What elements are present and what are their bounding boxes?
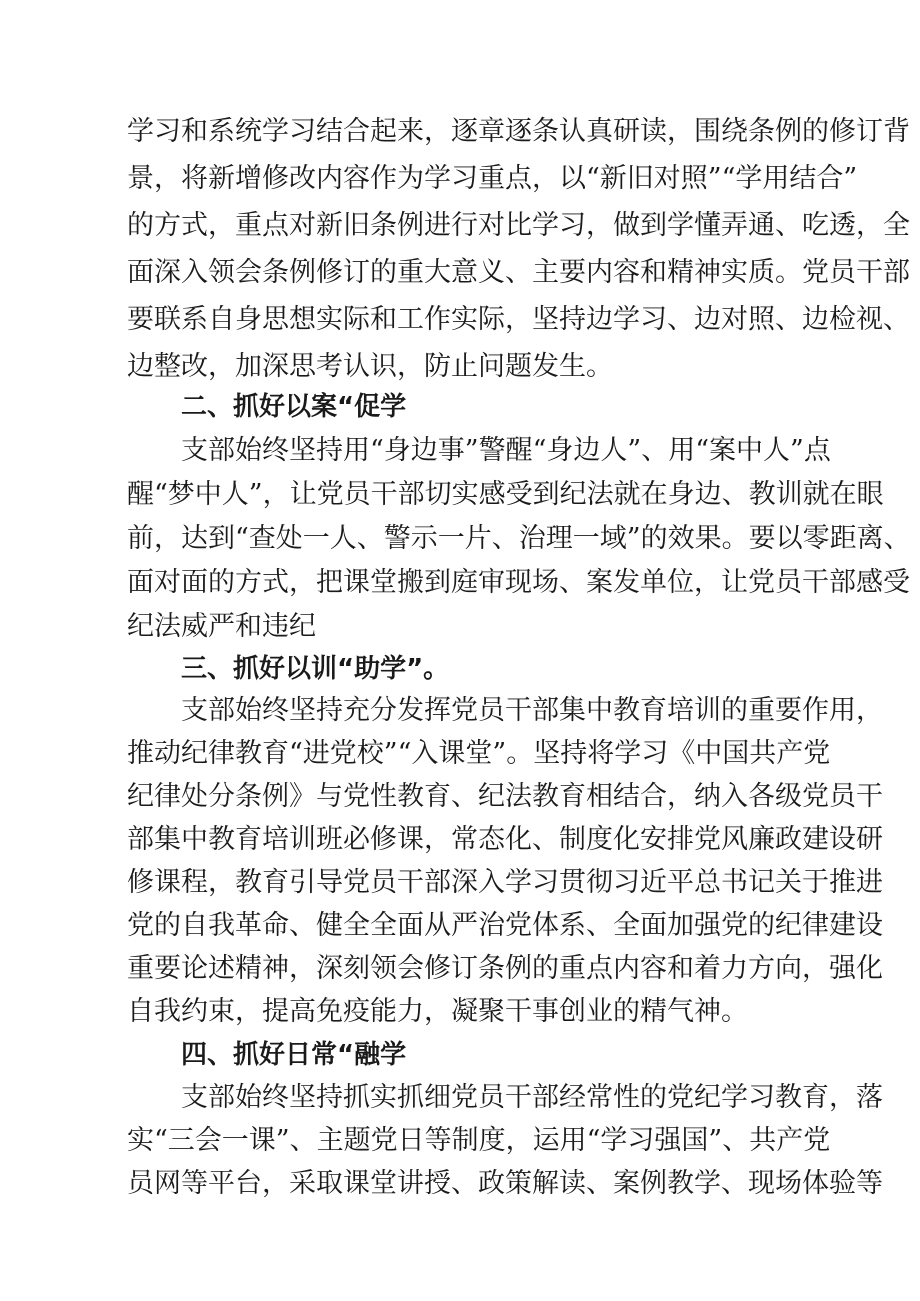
paragraph-line: 支部始终坚持充分发挥党员干部集中教育培训的重要作用， [181, 695, 883, 726]
paragraph-line: 员网等平台，采取课堂讲授、政策解读、案例教学、现场体验等 [127, 1168, 883, 1199]
paragraph-line: 支部始终坚持用“身边事”警醒“身边人”、用“案中人”点 [181, 435, 831, 466]
paragraph-line: 前，达到“查处一人、警示一片、治理一域”的效果。要以零距离、 [127, 523, 911, 554]
paragraph-line: 面对面的方式，把课堂搬到庭审现场、案发单位，让党员干部感受 [127, 567, 910, 598]
paragraph-line: 自我约束，提高免疫能力，凝聚干事创业的精气神。 [127, 996, 748, 1027]
section-heading-4: 四、抓好日常“融学 [181, 1040, 407, 1070]
paragraph-line: 实“三会一课”、主题党日等制度，运用“学习强国”、共产党 [127, 1125, 831, 1156]
paragraph-line: 修课程，教育引导党员干部深入学习贯彻习近平总书记关于推进 [127, 867, 883, 898]
paragraph-line: 边整改，加深思考认识，防止问题发生。 [127, 351, 613, 382]
paragraph-line: 学习和系统学习结合起来，逐章逐条认真研读，围绕条例的修订背 [127, 116, 910, 147]
section-heading-3: 三、抓好以训“助学”。 [181, 654, 450, 684]
paragraph-line: 醒“梦中人”，让党员干部切实感受到纪法就在身边、教训就在眼 [127, 479, 884, 510]
paragraph-line: 要联系自身思想实际和工作实际，坚持边学习、边对照、边检视、 [127, 304, 910, 335]
section-heading-2: 二、抓好以案“促学 [181, 392, 407, 422]
paragraph-line: 面深入领会条例修订的重大意义、主要内容和精神实质。党员干部 [127, 257, 910, 288]
paragraph-line: 部集中教育培训班必修课，常态化、制度化安排党风廉政建设研 [127, 824, 883, 855]
paragraph-line: 党的自我革命、健全全面从严治党体系、全面加强党的纪律建设 [127, 910, 883, 941]
paragraph-line: 纪法威严和违纪 [127, 611, 316, 642]
paragraph-line: 的方式，重点对新旧条例进行对比学习，做到学懂弄通、吃透，全 [127, 210, 910, 241]
paragraph-line: 景，将新增修改内容作为学习重点，以“新旧对照”“学用结合” [127, 163, 858, 194]
paragraph-line: 重要论述精神，深刻领会修订条例的重点内容和着力方向，强化 [127, 953, 883, 984]
paragraph-line: 纪律处分条例》与党性教育、纪法教育相结合，纳入各级党员干 [127, 781, 883, 812]
paragraph-line: 支部始终坚持抓实抓细党员干部经常性的党纪学习教育，落 [181, 1082, 883, 1113]
paragraph-line: 推动纪律教育“进党校”“入课堂”。坚持将学习《中国共产党 [127, 738, 831, 769]
